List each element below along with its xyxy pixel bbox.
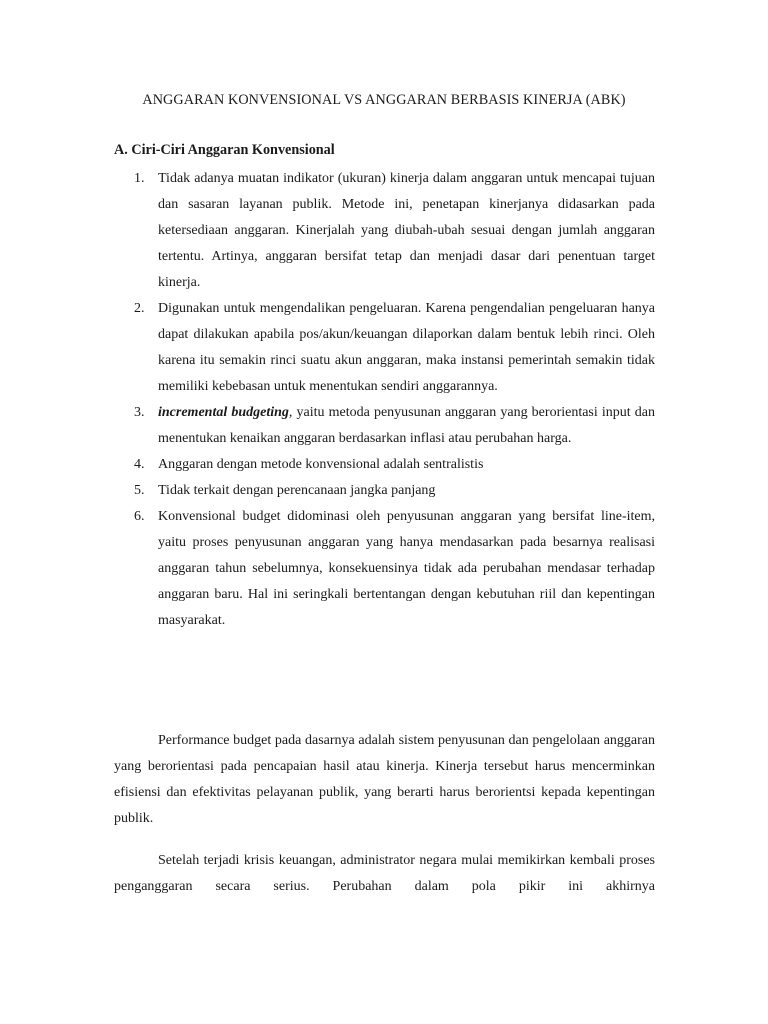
list-item-number: 6.	[134, 509, 145, 524]
list-item-text: Anggaran dengan metode konvensional adalah sentralistis	[158, 457, 484, 472]
list-item	[114, 296, 655, 400]
list-item-text: Digunakan untuk mengendalikan pengeluaran. Karena pengendalian pengeluaran hanya dapat dilakukan apabila pos/akun/keuangan dilaporkan dalam bentuk lebih rinci. Oleh karena itu semakin rinci suatu akun anggaran, maka instansi pemerintah semakin tidak memiliki kebebasan untuk menentukan sendiri anggarannya.	[158, 301, 655, 394]
list-item-text: Konvensional budget didominasi oleh penyusunan anggaran yang bersifat line-item, yaitu proses penyusunan anggaran yang hanya mendasarkan pada besarnya realisasi anggaran tahun sebelumnya, konsekuensinya tidak ada perubahan mendasar terhadap anggaran baru. Hal ini seringkali bertentangan dengan kebutuhan riil dan kepentingan masyarakat.	[158, 509, 655, 628]
document-title: ANGGARAN KONVENSIONAL VS ANGGARAN BERBASIS KINERJA (ABK)	[142, 92, 626, 108]
body-paragraph: Setelah terjadi krisis keuangan, administrator negara mulai memikirkan kembali proses penganggaran secara serius. Perubahan dalam pola pikir ini akhirnya	[114, 853, 655, 894]
list-item-number: 3.	[134, 405, 145, 420]
list-item	[114, 504, 655, 634]
body-paragraph: Performance budget pada dasarnya adalah sistem penyusunan dan pengelolaan anggaran yang berorientasi pada pencapaian hasil atau kinerja. Kinerja tersebut harus mencerminkan efisiensi dan efektivitas pelayanan publik, yang berarti harus berorientsi kepada kepentingan publik.	[114, 733, 655, 826]
list-item	[114, 478, 655, 504]
list-item-number: 5.	[134, 483, 145, 498]
list-item-number: 1.	[134, 171, 145, 186]
list-item-number: 4.	[134, 457, 145, 472]
list-item	[114, 400, 655, 452]
list-item-text: , yaitu metoda penyusunan anggaran yang berorientasi input dan menentukan kenaikan anggaran berdasarkan inflasi atau perubahan harga.	[158, 405, 655, 446]
list-item	[114, 452, 655, 478]
characteristics-list	[114, 166, 655, 634]
list-item	[114, 166, 655, 296]
list-item-text: Tidak terkait dengan perencanaan jangka panjang	[158, 483, 436, 498]
section-heading: A. Ciri-Ciri Anggaran Konvensional	[114, 142, 335, 158]
list-item-number: 2.	[134, 301, 145, 316]
list-item-text: Tidak adanya muatan indikator (ukuran) kinerja dalam anggaran untuk mencapai tujuan dan sasaran layanan publik. Metode ini, penetapan kinerjanya didasarkan pada ketersediaan anggaran. Kinerjalah yang diubah-ubah sesuai dengan jumlah anggaran tertentu. Artinya, anggaran bersifat tetap dan menjadi dasar dari penentuan target kinerja.	[158, 171, 655, 290]
list-item-lead-term: incremental budgeting	[158, 405, 289, 420]
